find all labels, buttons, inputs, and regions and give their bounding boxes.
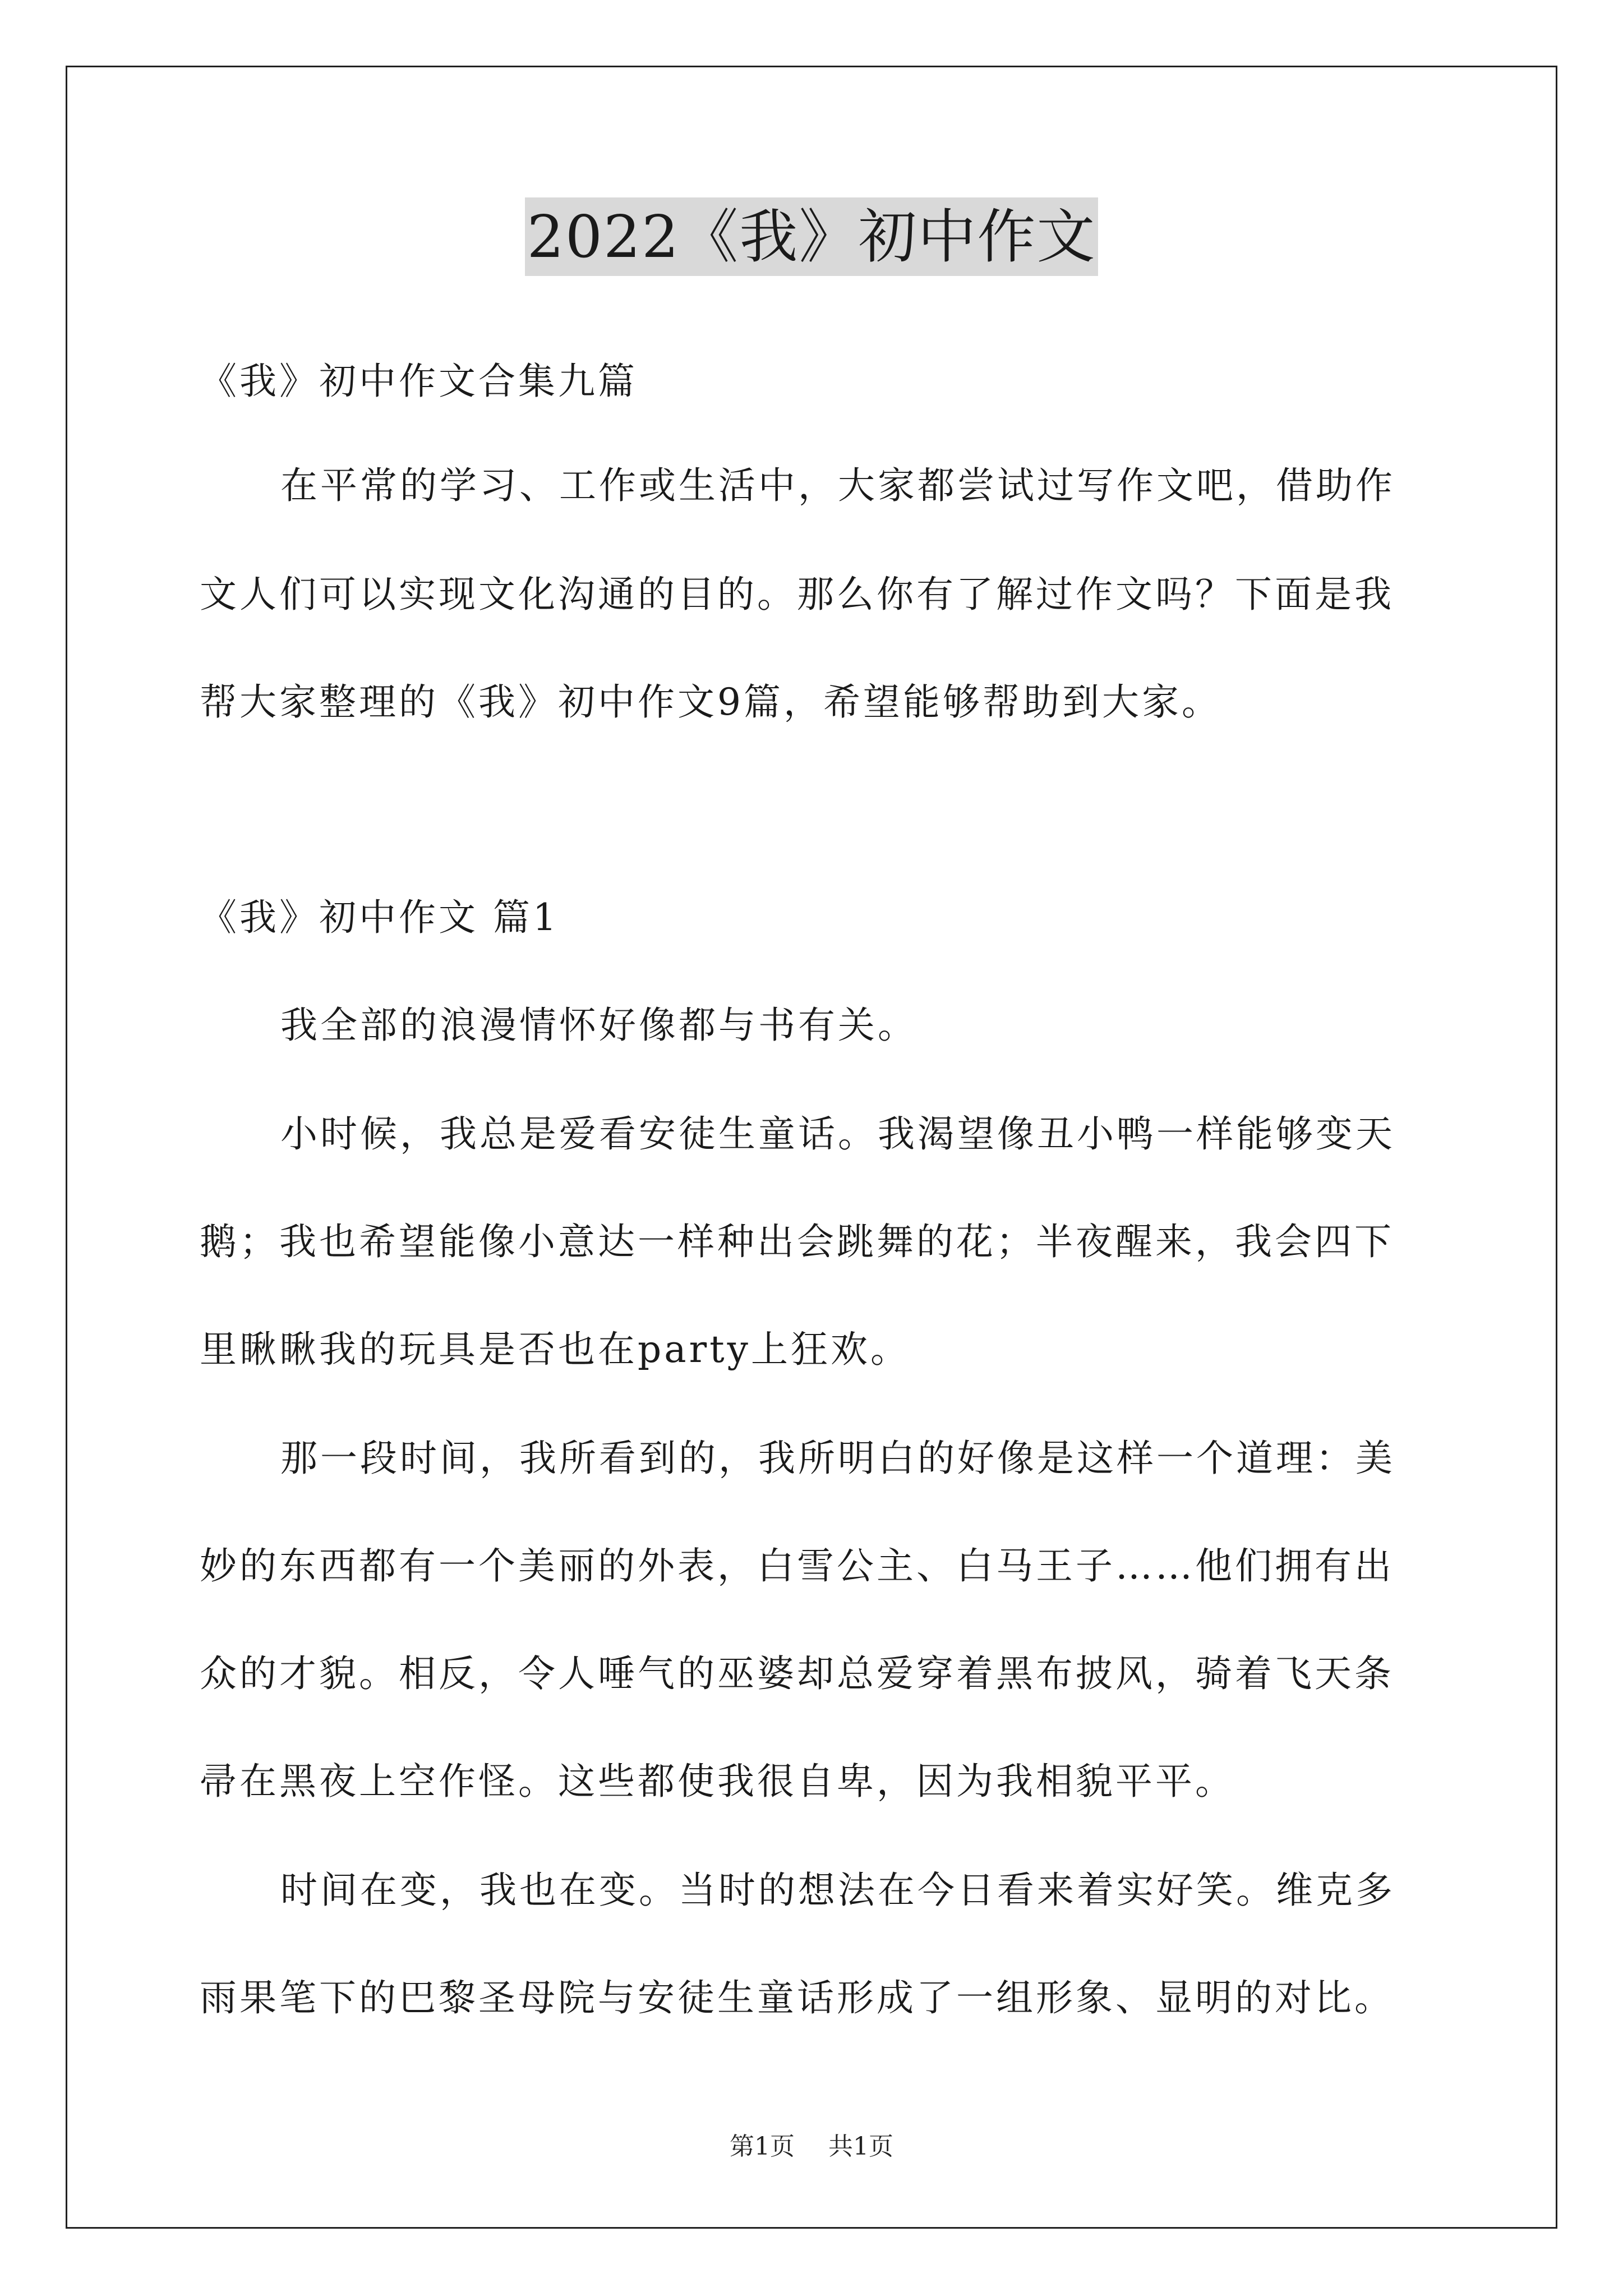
title-container: [0, 197, 1623, 276]
paragraph-2-line-2: 鹅；我也希望能像小意达一样种出会跳舞的花；半夜醒来，我会四下: [200, 1220, 1394, 1263]
intro-line-1: 在平常的学习、工作或生活中，大家都尝试过写作文吧，借助作: [280, 464, 1395, 507]
paragraph-1-line-1: 我全部的浪漫情怀好像都与书有关。: [280, 1004, 917, 1047]
intro-line-2: 文人们可以实现文化沟通的目的。那么你有了解过作文吗？下面是我: [200, 573, 1394, 616]
paragraph-2-line-1: 小时候，我总是爱看安徒生童话。我渴望像丑小鸭一样能够变天: [280, 1112, 1395, 1156]
paragraph-2-line-3: 里瞅瞅我的玩具是否也在party上狂欢。: [200, 1328, 910, 1371]
paragraph-3-line-3: 众的才貌。相反，令人唾气的巫婆却总爱穿着黑布披风，骑着飞天条: [200, 1652, 1394, 1695]
paragraph-3-line-4: 帚在黑夜上空作怪。这些都使我很自卑，因为我相貌平平。: [200, 1760, 1235, 1803]
paragraph-4-line-2: 雨果笔下的巴黎圣母院与安徒生童话形成了一组形象、显明的对比。: [200, 1976, 1394, 2019]
page-number: 第1页: [730, 2132, 795, 2161]
subtitle: 《我》初中作文合集九篇: [200, 360, 638, 403]
document-title: 2022《我》初中作文: [525, 197, 1099, 276]
section-heading: 《我》初中作文 篇1: [200, 896, 559, 939]
intro-line-3: 帮大家整理的《我》初中作文9篇，希望能够帮助到大家。: [200, 680, 1221, 724]
paragraph-4-line-1: 时间在变，我也在变。当时的想法在今日看来着实好笑。维克多: [280, 1869, 1395, 1912]
paragraph-3-line-1: 那一段时间，我所看到的，我所明白的好像是这样一个道理：美: [280, 1437, 1395, 1480]
paragraph-3-line-2: 妙的东西都有一个美丽的外表，白雪公主、白马王子……他们拥有出: [200, 1544, 1394, 1588]
page-total: 共1页: [828, 2132, 893, 2161]
page-footer: [0, 2130, 1623, 2164]
